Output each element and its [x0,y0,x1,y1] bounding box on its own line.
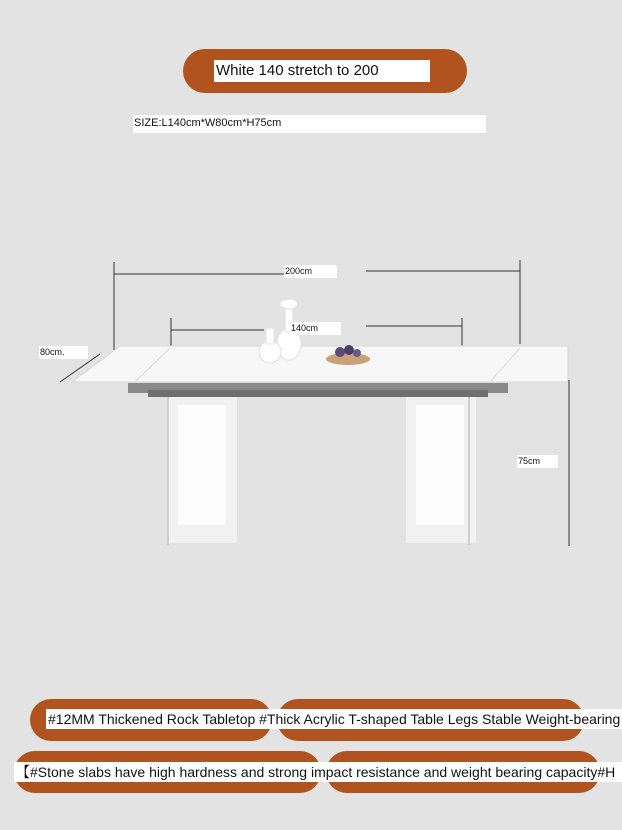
table-illustration [0,240,622,560]
dimension-200cm-label: 200cm [284,265,337,278]
dimension-75cm-label: 75cm [517,455,558,468]
product-title: White 140 stretch to 200 [214,60,430,82]
dimension-140cm-label: 140cm [290,322,341,335]
feature-line-1: #12MM Thickened Rock Tabletop #Thick Acrylic T-shaped Table Legs Stable Weight-bearing [46,709,622,729]
feature-line-2: 【#Stone slabs have high hardness and strong impact resistance and weight bearing capacity#H [14,762,622,782]
size-label: SIZE:L140cm*W80cm*H75cm [133,115,486,133]
dimension-80cm-label: 80cm. [39,346,88,359]
